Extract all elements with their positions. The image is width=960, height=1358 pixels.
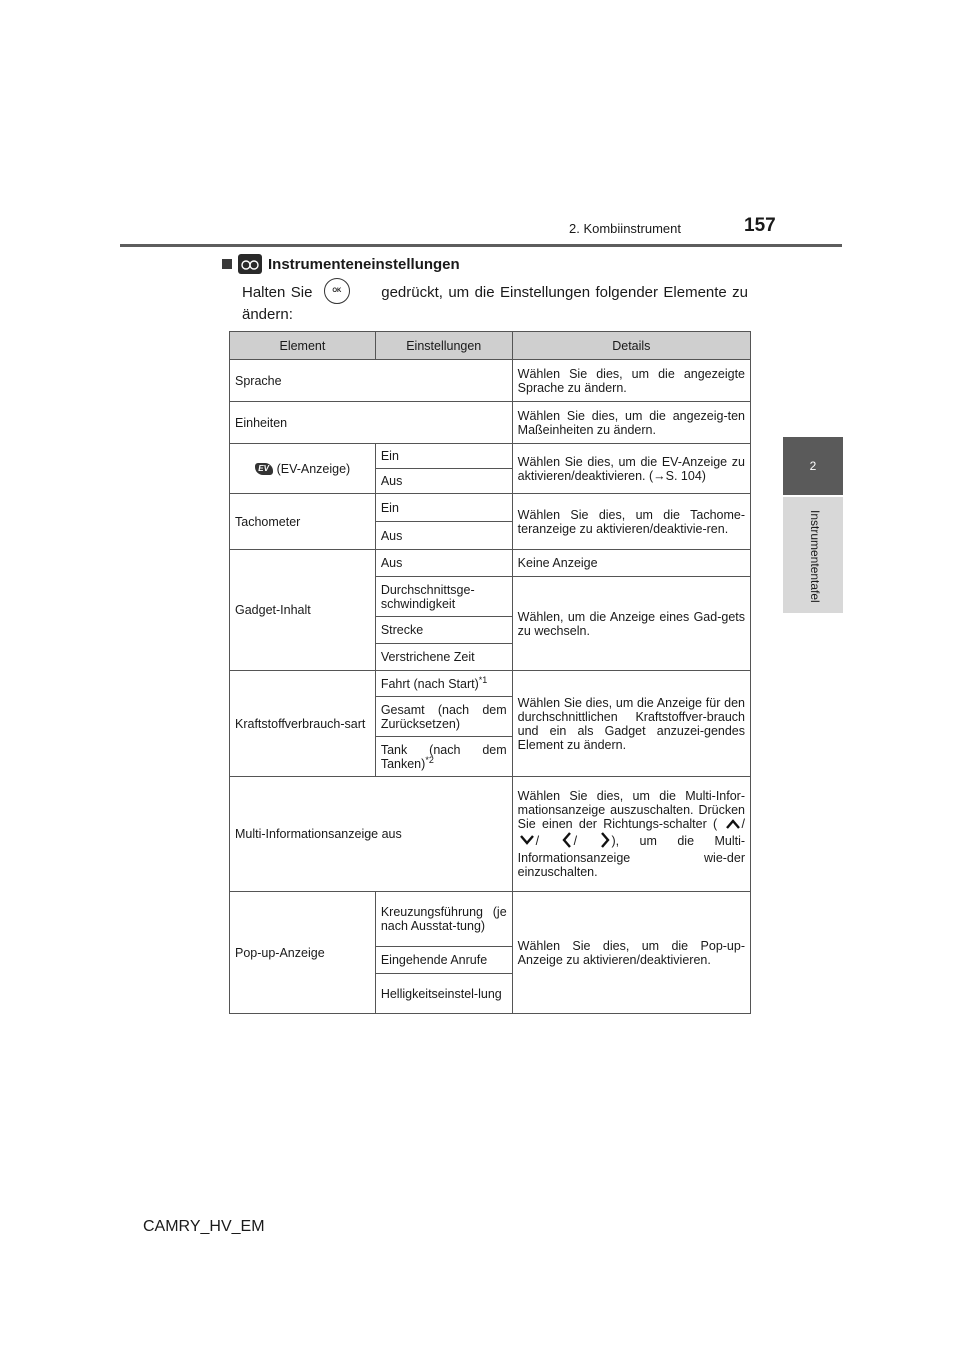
setting-cell: Helligkeitseinstel-lung bbox=[375, 974, 512, 1014]
setting-cell: Gesamt (nach dem Zurücksetzen) bbox=[375, 697, 512, 737]
element-cell: Einheiten bbox=[230, 402, 513, 444]
element-cell: EV (EV-Anzeige) bbox=[230, 444, 376, 494]
chevron-right-icon bbox=[600, 832, 610, 851]
chevron-left-icon bbox=[562, 832, 572, 851]
footer-model-code: CAMRY_HV_EM bbox=[143, 1218, 265, 1235]
intro-text: Halten Sie OK gedrückt, um die Einstellungen folgender Elemente zu ändern: bbox=[242, 282, 748, 326]
table-row bbox=[230, 550, 751, 577]
element-cell: Tachometer bbox=[230, 494, 376, 550]
details-cell: Wählen Sie dies, um die EV-Anzeige zu aktivieren/deaktivieren. (→S. 104) bbox=[512, 444, 750, 494]
details-cell: Wählen Sie dies, um die angezeigte Sprache zu ändern. bbox=[512, 360, 750, 402]
column-header: Details bbox=[512, 332, 750, 360]
running-header-section: 2. Kombiinstrument bbox=[569, 221, 681, 236]
footnote-marker: *1 bbox=[478, 674, 488, 685]
table-row bbox=[230, 360, 751, 402]
chapter-tab bbox=[783, 437, 843, 495]
square-bullet-icon bbox=[222, 259, 232, 269]
setting-cell: Durchschnittsge-schwindigkeit bbox=[375, 577, 512, 617]
setting-cell: Aus bbox=[375, 469, 512, 494]
chapter-number: 2 bbox=[809, 459, 817, 473]
section-title: Instrumenteneinstellungen bbox=[268, 255, 460, 273]
setting-cell: Ein bbox=[375, 444, 512, 469]
setting-cell: Aus bbox=[375, 550, 512, 577]
setting-cell: Verstrichene Zeit bbox=[375, 644, 512, 671]
details-cell: Wählen Sie dies, um die Pop-up-Anzeige zu aktivieren/deaktivieren. bbox=[512, 892, 750, 1014]
details-cell: Wählen Sie dies, um die Tachome-teranzeige zu aktivieren/deaktivie-ren. bbox=[512, 494, 750, 550]
details-cell: Wählen Sie dies, um die Anzeige für den durchschnittlichen Kraftstoffver-brauch und ein als Gadget anzuzei-gendes Element zu ändern. bbox=[512, 671, 750, 777]
setting-cell: Eingehende Anrufe bbox=[375, 947, 512, 974]
table-row bbox=[230, 444, 751, 469]
header-rule bbox=[120, 244, 842, 247]
chevron-up-icon bbox=[726, 818, 740, 832]
setting-cell: Fahrt (nach Start)$^{*1}$ bbox=[375, 671, 512, 697]
table-row bbox=[230, 494, 751, 522]
section-heading bbox=[222, 254, 460, 274]
chapter-label: Instrumententafel bbox=[808, 510, 822, 603]
chevron-down-icon bbox=[520, 834, 534, 848]
table-row bbox=[230, 777, 751, 892]
table-row bbox=[230, 671, 751, 697]
element-cell: Pop-up-Anzeige bbox=[230, 892, 376, 1014]
ok-button-icon: OK bbox=[324, 278, 350, 304]
ev-indicator-icon: EV bbox=[255, 463, 273, 475]
setting-cell: Tank (nach dem Tanken)$^{*2}$ bbox=[375, 737, 512, 777]
page-number: 157 bbox=[744, 215, 776, 236]
element-cell: Multi-Informationsanzeige aus bbox=[230, 777, 513, 892]
table-row bbox=[230, 892, 751, 947]
element-cell: Gadget-Inhalt bbox=[230, 550, 376, 671]
column-header: Element bbox=[230, 332, 376, 360]
footnote-marker: *2 bbox=[425, 754, 434, 765]
column-header: Einstellungen bbox=[375, 332, 512, 360]
element-cell: Kraftstoffverbrauch-sart bbox=[230, 671, 376, 777]
setting-cell: Aus bbox=[375, 522, 512, 550]
setting-cell: Strecke bbox=[375, 617, 512, 644]
gauge-cluster-icon bbox=[238, 254, 262, 274]
details-cell: Keine Anzeige bbox=[512, 550, 750, 577]
details-cell: Wählen, um die Anzeige eines Gad-gets zu wechseln. bbox=[512, 577, 750, 671]
setting-cell: Ein bbox=[375, 494, 512, 522]
details-cell: Wählen Sie dies, um die angezeig-ten Maßeinheiten zu ändern. bbox=[512, 402, 750, 444]
details-cell: Wählen Sie dies, um die Multi-Infor-mationsanzeige auszuschalten. Drücken Sie einen der Richtungs-schalter ( / / / ), um die Multi-Informationsanzeige wie-der einzuschalten. bbox=[512, 777, 750, 892]
table-row bbox=[230, 402, 751, 444]
table-header-row bbox=[230, 332, 751, 360]
element-cell: Sprache bbox=[230, 360, 513, 402]
setting-cell: Kreuzungsführung (je nach Ausstat-tung) bbox=[375, 892, 512, 947]
settings-table bbox=[229, 331, 751, 1014]
